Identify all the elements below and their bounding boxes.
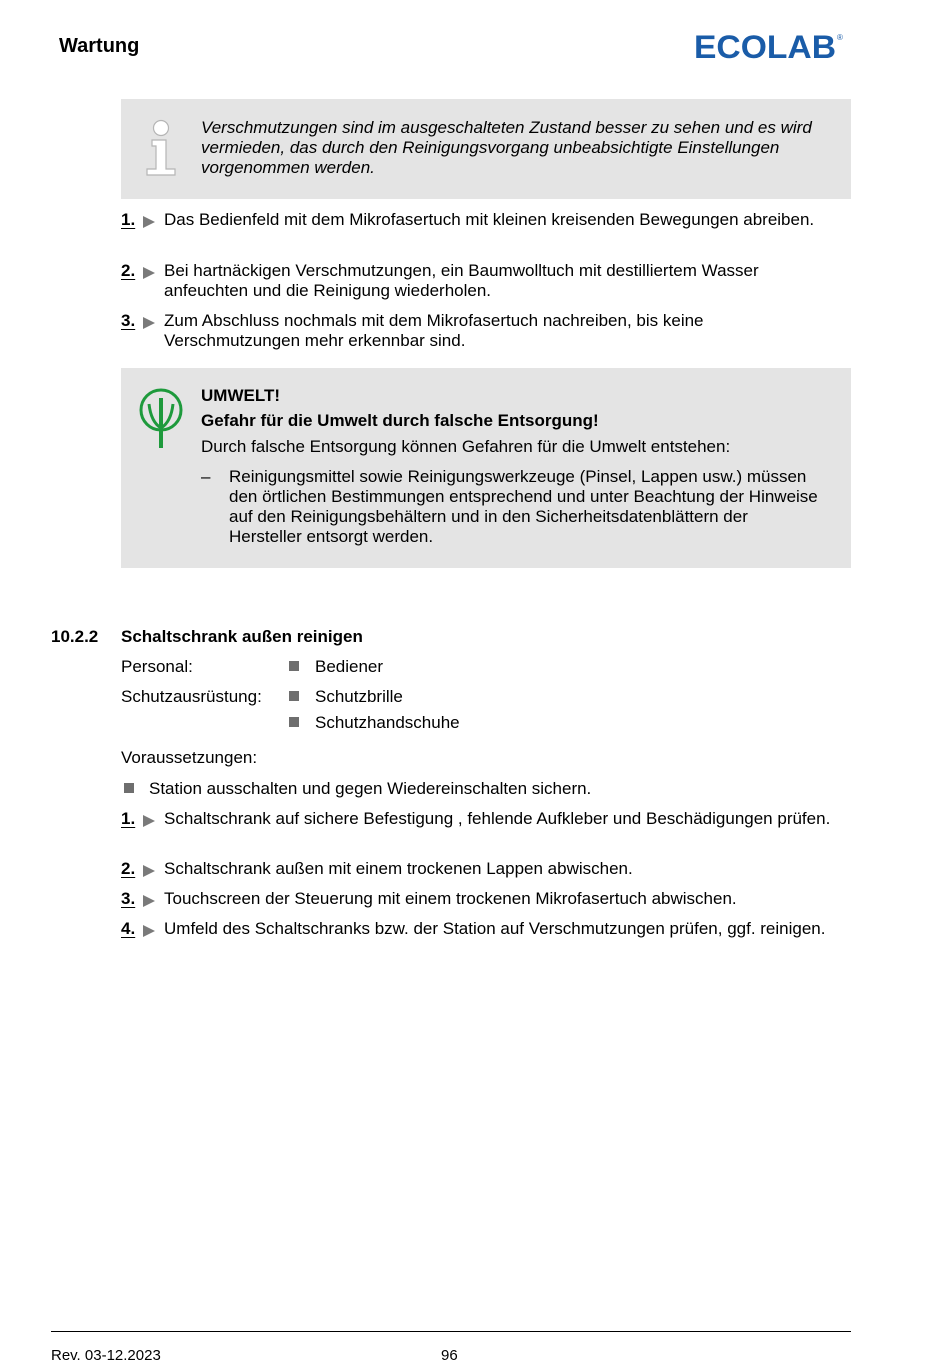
- bullet-square-icon: [124, 783, 134, 793]
- step-arrow-icon: [143, 216, 155, 228]
- step-text: Umfeld des Schaltschranks bzw. der Station auf Verschmutzungen prüfen, ggf. reinigen.: [164, 919, 826, 938]
- section-number: 10.2.2: [51, 627, 99, 646]
- info-note-text: Verschmutzungen sind im ausgeschalteten Zustand besser zu sehen und es wird vermieden, das durch den Reinigungsvorgang unbeabsichtigte Einstellungen vorgenommen werden.: [201, 118, 812, 177]
- step-number: 1.: [121, 809, 136, 828]
- info-note-box: [121, 99, 851, 199]
- ppe-label: Schutzausrüstung:: [121, 687, 262, 706]
- page-number: 96: [441, 1347, 458, 1364]
- svg-text:ECOLAB: ECOLAB: [694, 30, 836, 62]
- step-arrow-icon: [143, 865, 155, 877]
- step-arrow-icon: [143, 895, 155, 907]
- section-title: Schaltschrank außen reinigen: [121, 627, 363, 646]
- step-number: 4.: [121, 919, 136, 938]
- step-text: Bei hartnäckigen Verschmutzungen, ein Baumwolltuch mit destilliertem Wasser anfeuchten und die Reinigung wiederholen.: [164, 261, 759, 300]
- personal-label: Personal:: [121, 657, 193, 676]
- environment-title: UMWELT!: [201, 386, 280, 405]
- environment-bullet: Reinigungsmittel sowie Reinigungswerkzeuge (Pinsel, Lappen usw.) müssen den örtlichen Bestimmungen entsprechend und unter Beachtung der Hinweise auf den Reinigungsbehältern und in den Sicherheitsdatenblättern der Hersteller entsorgt werden.: [229, 467, 818, 546]
- ppe-item: Schutzhandschuhe: [315, 713, 460, 732]
- prerequisite-item: Station ausschalten und gegen Wiedereinschalten sichern.: [149, 779, 592, 798]
- step-number: 2.: [121, 261, 136, 280]
- step-text: Schaltschrank außen mit einem trockenen Lappen abwischen.: [164, 859, 633, 878]
- environment-subtitle: Gefahr für die Umwelt durch falsche Entsorgung!: [201, 411, 599, 430]
- personal-item: Bediener: [315, 657, 384, 676]
- svg-text:®: ®: [837, 33, 843, 42]
- step-number: 1.: [121, 210, 136, 229]
- environment-text: Durch falsche Entsorgung können Gefahren für die Umwelt entstehen:: [201, 437, 731, 456]
- step-text: Das Bedienfeld mit dem Mikrofasertuch mit kleinen kreisenden Bewegungen abreiben.: [164, 210, 815, 229]
- bullet-square-icon: [289, 717, 299, 727]
- step-arrow-icon: [143, 815, 155, 827]
- list-dash: –: [201, 467, 211, 486]
- step-arrow-icon: [143, 267, 155, 279]
- step-text: Touchscreen der Steuerung mit einem trockenen Mikrofasertuch abwischen.: [164, 889, 737, 908]
- bullet-square-icon: [289, 661, 299, 671]
- tree-icon: [137, 388, 185, 450]
- footer-revision: Rev. 03-12.2023: [51, 1347, 161, 1364]
- step-text: Zum Abschluss nochmals mit dem Mikrofasertuch nachreiben, bis keine Verschmutzungen mehr erkennbar sind.: [164, 311, 704, 350]
- step-arrow-icon: [143, 317, 155, 329]
- step-number: 3.: [121, 889, 136, 908]
- environment-warning-box: [121, 368, 851, 568]
- footer-divider: [51, 1331, 851, 1332]
- ecolab-logo: [694, 30, 844, 62]
- page-header-title: Wartung: [59, 35, 140, 57]
- step-arrow-icon: [143, 925, 155, 937]
- prerequisites-label: Voraussetzungen:: [121, 748, 258, 767]
- step-text: Schaltschrank auf sichere Befestigung , fehlende Aufkleber und Beschädigungen prüfen.: [164, 809, 831, 828]
- step-number: 2.: [121, 859, 136, 878]
- info-icon: [143, 119, 179, 177]
- ppe-item: Schutzbrille: [315, 687, 403, 706]
- step-number: 3.: [121, 311, 136, 330]
- bullet-square-icon: [289, 691, 299, 701]
